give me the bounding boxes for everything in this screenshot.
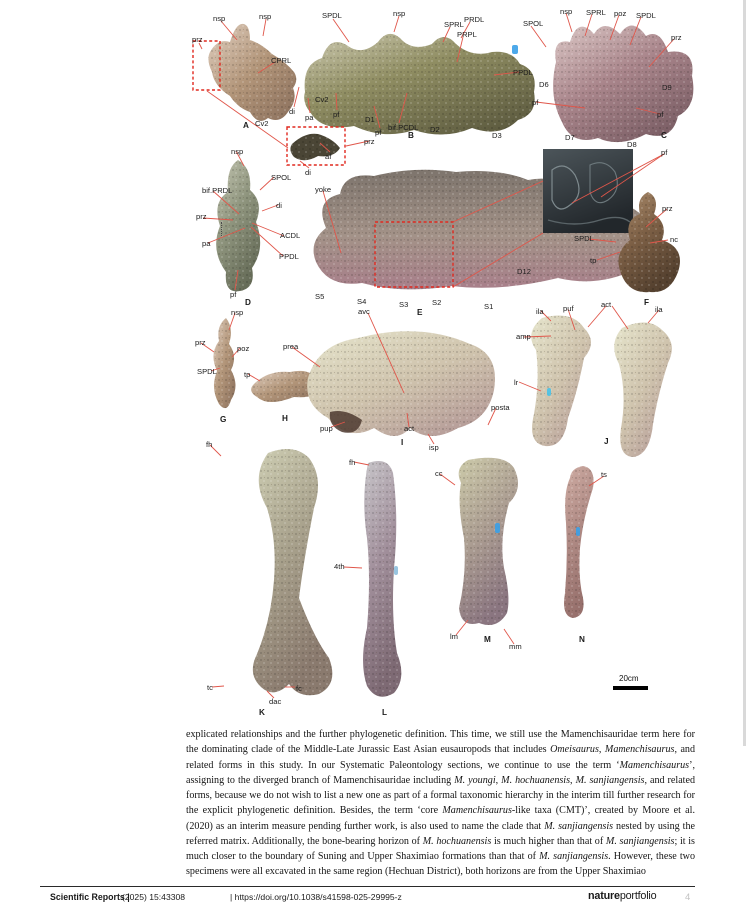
panel-letter-E: E [417, 308, 423, 317]
anatomy-label: nc [670, 235, 679, 244]
anatomy-label: tp [244, 370, 251, 379]
anatomy-label: nsp [259, 12, 272, 21]
body-paragraph [186, 727, 695, 880]
anatomy-label: Cv2 [255, 119, 269, 128]
anatomy-label: D6 [539, 80, 549, 89]
anatomy-label: 4th [334, 562, 345, 571]
anatomy-label: avc [358, 307, 370, 316]
anatomy-label: ACDL [280, 231, 301, 240]
anatomy-label: tp [590, 256, 597, 265]
scalebar [613, 686, 648, 690]
anatomy-label: D12 [517, 267, 531, 276]
anatomy-label: pf [532, 98, 539, 107]
anatomy-label: cc [435, 469, 443, 478]
anatomy-label: D7 [565, 133, 575, 142]
anatomy-label: S2 [432, 298, 442, 307]
panel-letter-B: B [408, 131, 414, 140]
anatomy-label: PRPL [457, 30, 477, 39]
anatomy-label: D3 [492, 131, 502, 140]
body-text-segment: , and related forms in this study. In our Systematic Paleontology sections, we continue to use the term ‘ [186, 744, 696, 771]
taxon-name: M. sanjiangensis [605, 835, 675, 847]
body-text-segment: -like taxa (CMT)’, created by Moore et al. (2020) as an interim measure pending further work, is also used to name the clade that [186, 805, 695, 832]
anatomy-label: SPRL [586, 8, 606, 17]
anatomy-label: fh [349, 458, 356, 467]
anatomy-label: bif.PRDL [202, 186, 233, 195]
anatomy-label: prz [662, 204, 673, 213]
anatomy-label: dac [269, 697, 282, 706]
anatomy-label: puf [563, 304, 574, 313]
taxon-name: Mamenchisaurus [619, 759, 690, 771]
panel-letter-I: I [401, 438, 404, 447]
anatomy-label: lr [514, 378, 519, 387]
anatomy-label: S5 [315, 292, 325, 301]
anatomy-label: D1 [365, 115, 375, 124]
anatomy-label: amp [516, 332, 531, 341]
page-number: 4 [685, 892, 691, 903]
panel-letter-G: G [220, 415, 227, 424]
anatomy-label: pf [661, 148, 668, 157]
panel-letter-J: J [604, 437, 609, 446]
anatomy-label: pf [333, 110, 340, 119]
anatomy-label: af [325, 152, 332, 161]
anatomy-label: D2 [430, 125, 440, 134]
anatomy-label: nsp [393, 9, 406, 18]
anatomy-label: posta [491, 403, 510, 412]
anatomy-label: ila [536, 307, 544, 316]
panel-letter-F: F [644, 298, 650, 307]
anatomy-label: PPDL [513, 68, 533, 77]
anatomy-label: pf [375, 128, 382, 137]
taxon-name: M. sanjiangensis [539, 851, 609, 862]
anatomy-label: lm [450, 632, 459, 641]
logo-bold-part: nature [588, 890, 620, 902]
panel-letter-M: M [484, 635, 491, 644]
body-text-segment: . However, these two specimens were all excavated in the same region (Hechuan District), both horizons are from the Upper Shaximiao [186, 851, 695, 878]
anatomy-label: poz [614, 9, 627, 18]
anatomy-label: prz [192, 35, 203, 44]
anatomy-label: pup [320, 424, 333, 433]
anatomy-label: pf [230, 290, 237, 299]
taxon-name: M. sanjiangensis [544, 820, 614, 832]
anatomy-label: ila [655, 305, 663, 314]
anatomy-label: nsp [560, 7, 573, 16]
citation-text: (2025) 15:43308 [122, 892, 186, 902]
body-text-segment: ’, assigning to the diverged branch of Mamenchisauridae including [186, 759, 695, 786]
anatomy-label: PPDL [279, 252, 299, 261]
taxon-name: Omeisaurus [550, 744, 599, 756]
anatomy-label: prz [364, 137, 375, 146]
anatomy-label: poz [237, 344, 250, 353]
anatomy-label: S3 [399, 300, 409, 309]
taxon-name: M. hochuanensis [501, 774, 571, 786]
anatomy-label: pf [657, 110, 664, 119]
anatomy-label: pa [305, 113, 314, 122]
anatomy-label: pa [202, 239, 211, 248]
anatomy-label: D8 [627, 140, 637, 149]
body-text-segment: is much higher than that of [491, 835, 606, 847]
anatomy-label: tc [207, 683, 213, 692]
body-text-segment: , [598, 744, 605, 756]
anatomy-label: S1 [484, 302, 494, 311]
taxon-name: Mamenchisaurus [442, 805, 512, 817]
anatomy-label: PRDL [464, 15, 485, 24]
anatomy-label: prea [283, 342, 299, 351]
journal-name: Scientific Reports | [50, 892, 130, 902]
anatomy-label: act [404, 424, 415, 433]
anatomy-label: fh [206, 440, 213, 449]
anatomy-label: mm [509, 642, 522, 651]
body-text-segment: ; it is much closer to the boundary of Suning and Upper Shaximiao formations than that of [186, 835, 695, 862]
anatomy-label: nsp [213, 14, 226, 23]
footer-rule [40, 886, 695, 887]
anatomy-label: di [305, 168, 311, 177]
anatomy-label: fc [296, 684, 302, 693]
panel-letter-C: C [661, 131, 667, 140]
anatomy-label: SPDL [574, 234, 594, 243]
panel-letter-H: H [282, 414, 288, 423]
taxon-name: M. sanjiangensis [575, 774, 645, 786]
anatomy-label: act [601, 300, 612, 309]
body-text-segment: nested by using the referred matrix. Additionally, the bone-bearing horizon of [186, 820, 695, 847]
anatomy-label: bif.PCDL [388, 123, 419, 132]
anatomy-label: prz [196, 212, 207, 221]
panel-letter-D: D [245, 298, 251, 307]
dotted-indicator-line [221, 222, 222, 236]
anatomy-label: Cv2 [315, 95, 329, 104]
anatomy-label: di [276, 201, 282, 210]
anatomy-label: SPRL [444, 20, 464, 29]
body-text-segment: , [495, 774, 502, 786]
anatomy-label: nsp [231, 147, 244, 156]
taxon-name: M. youngi [454, 774, 496, 786]
logo-light-part: portfolio [619, 890, 657, 902]
anatomy-label: SPOL [271, 173, 292, 182]
anatomy-label: SPDL [636, 11, 656, 20]
nature-portfolio-logo [588, 890, 656, 902]
doi-link[interactable]: | https://doi.org/10.1038/s41598-025-29995-z [230, 892, 402, 902]
body-text-segment: , and related forms, because we do not wish to list a new one as part of a formal taxonomic hierarchy in the interim till further research for the explicit phylogenetic definition. Besides, the term ‘core [186, 774, 696, 817]
panel-letter-L: L [382, 708, 388, 717]
anatomy-label: prz [671, 33, 682, 42]
anatomy-label: prz [195, 338, 206, 347]
taxon-name: Mamenchisaurus [604, 744, 675, 756]
anatomy-label: SPDL [322, 11, 342, 20]
taxon-name: M. hochuanensis [422, 835, 492, 847]
panel-letter-K: K [259, 708, 265, 717]
anatomy-label: S4 [357, 297, 367, 306]
anatomy-label: CPRL [271, 56, 292, 65]
anatomy-label: nsp [231, 308, 244, 317]
scalebar-label: 20cm [619, 674, 639, 683]
body-text-segment: , [570, 774, 576, 786]
body-text-segment: explicated relationships and the further phylogenetic definition. This time, we still use the Mamenchisauridae term here for the dominating clade of the Middle-Late Jurassic East Asian eusauropods that includes [186, 729, 695, 756]
anatomy-label: di [289, 107, 295, 116]
panel-letter-A: A [243, 121, 249, 130]
anatomy-label: SPDL [197, 367, 217, 376]
anatomy-label: SPOL [523, 19, 544, 28]
anatomy-label: yoke [315, 185, 332, 194]
panel-letter-N: N [579, 635, 585, 644]
anatomy-label: ts [601, 470, 607, 479]
anatomy-label: isp [429, 443, 439, 452]
anatomy-label: D9 [662, 83, 672, 92]
